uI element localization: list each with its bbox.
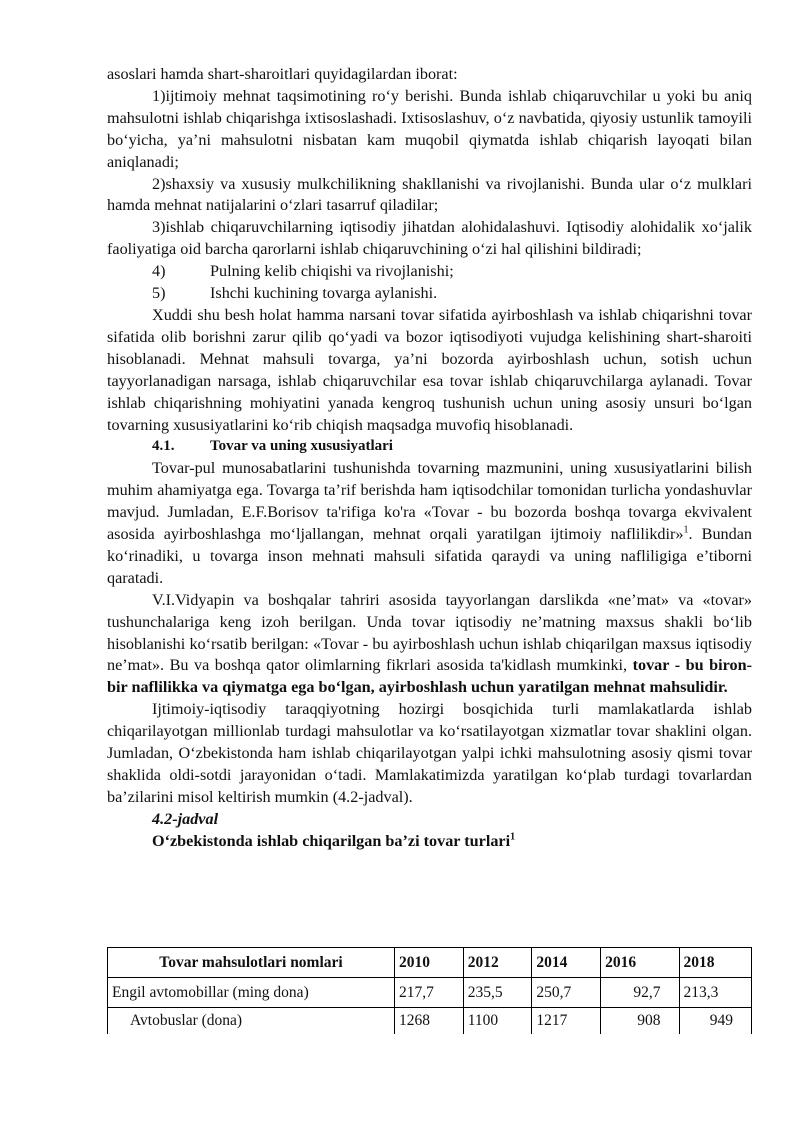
cell-2018: 213,3 bbox=[679, 978, 751, 1008]
list-item-2: 2)shaxsiy va xususiy mulkchilikning shakllanishi va rivojlanishi. Bunda ular o‘z mulklari hamda mehnat natijalarini o‘zlari tasarruf qiladilar; bbox=[107, 174, 752, 215]
table-label: 4.2-jadval bbox=[152, 809, 219, 828]
list-item-4 bbox=[107, 261, 752, 283]
list-number-5: 5) bbox=[152, 284, 166, 303]
header-2014: 2014 bbox=[532, 948, 601, 978]
cell-2016: 908 bbox=[601, 1008, 679, 1035]
list-item-3: 3)ishlab chiqaruvchilarning iqtisodiy jihatdan alohidalashuvi. Iqtisodiy alohidalik xo‘jalik faoliyatiga oid barcha qarorlarni ishlab chiqaruvchining o‘zi hal qilishini bildiradi; bbox=[107, 218, 752, 259]
paragraph-ijtimoiy: Ijtimoiy-iqtisodiy taraqqiyotning hozirgi bosqichida turli mamlakatlarda ishlab chiqarilayotgan millionlab turdagi mahsulotlar va ko‘rsatilayotgan xizmatlar tovar shaklini olgan. Jumladan, O‘zbekistonda ham ishlab chiqarilayotgan yalpi ichki mahsulotning asosiy qismi tovar shaklida oldi-sotdi jarayonidan o‘tadi. Mamlakatimizda yaratilgan ko‘plab turdagi tovarlardan ba’zilarini misol keltirish mumkin (4.2-jadval). bbox=[107, 700, 752, 806]
cell-goods-name: Engil avtomobillar (ming dona) bbox=[108, 978, 395, 1008]
cell-2010: 217,7 bbox=[395, 978, 464, 1008]
header-goods-name: Tovar mahsulotlari nomlari bbox=[108, 948, 395, 978]
paragraph-xuddi: Xuddi shu besh holat hamma narsani tovar sifatida ayirboshlash va ishlab chiqarishni tovar sifatida olib borishni zarur qilib qo‘yadi va bozor iqtisodiyoti vujudga kelishining shart-sharoiti hisoblanadi. Mehnat mahsuli tovarga, ya’ni bozorda ayirboshlash uchun, sotish uchun tayyorlanadigan narsaga, ishlab chiqaruvchilar esa tovar ishlab chiqaruvchilarga aylanadi. Tovar ishlab chiqarishning mohiyatini yanada kengroq tushunish uchun uning asosiy unsuri bo‘lgan tovarning xususiyatlarini ko‘rib chiqish maqsadga muvofiq hisoblanadi. bbox=[107, 305, 752, 434]
list-item-1: 1)ijtimoiy mehnat taqsimotining ro‘y berishi. Bunda ishlab chiqaruvchilar u yoki bu aniq mahsulotni ishlab chiqarishga ixtisoslashadi. Ixtisoslashuv, o‘z navbatida, qiyosiy ustunlik tamoyili bo‘yicha, ya’ni mahsulotni nisbatan kam muqobil qiymatda ishlab chiqarish layoqati bilan aniqlanadi; bbox=[107, 86, 752, 171]
cell-2014: 1217 bbox=[532, 1008, 601, 1035]
document-body bbox=[107, 64, 752, 853]
table-title bbox=[107, 831, 752, 853]
table-title-text: O‘zbekistonda ishlab chiqarilgan ba’zi tovar turlari bbox=[152, 831, 511, 850]
cell-2012: 1100 bbox=[463, 1008, 532, 1035]
paragraph-tovar-pul bbox=[107, 458, 752, 589]
cell-2014: 250,7 bbox=[532, 978, 601, 1008]
list-item-5 bbox=[107, 283, 752, 305]
goods-table bbox=[107, 947, 752, 1034]
table-row bbox=[108, 1008, 752, 1035]
header-2010: 2010 bbox=[395, 948, 464, 978]
paragraph-vidyapin-text: V.I.Vidyapin va boshqalar tahriri asosida tayyorlangan darslikda «ne’mat» va «tovar» tushunchalariga keng izoh berilgan. Unda tovar iqtisodiy ne’matning maxsus shakli bo‘lib hisoblanishi ko‘rsatib berilgan: «Tovar - bu ayirboshlash uchun ishlab chiqarilgan maxsus iqtisodiy ne’mat». Bu va boshqa qator olimlarning fikrlari asosida ta'kidlash mumkinki, bbox=[107, 590, 752, 675]
list-number-4: 4) bbox=[152, 262, 166, 281]
paragraph-vidyapin bbox=[107, 590, 752, 700]
footnote-ref[interactable]: 1 bbox=[683, 524, 689, 536]
intro-line: asoslari hamda shart-sharoitlari quyidagilardan iborat: bbox=[107, 65, 458, 83]
cell-2016: 92,7 bbox=[601, 978, 679, 1008]
header-2012: 2012 bbox=[463, 948, 532, 978]
paragraph-tovar-pul-text: Tovar-pul munosabatlarini tushunishda tovarning mazmunini, uning xususiyatlarini bilish muhim ahamiyatga ega. Tovarga ta’rif berishda ham iqtisodchilar tomonidan turlicha yondashuvlar mavjud. Jumladan, E.F.Borisov ta'rifiga ko'ra «Tovar - bu bozorda boshqa tovarga ekvivalent asosida ayirboshlashga mo‘ljallangan, mehnat orqali yaratilgan ijtimoiy naflilikdir» bbox=[107, 459, 752, 544]
cell-2012: 235,5 bbox=[463, 978, 532, 1008]
paragraph-tovar-pul-end: . Bundan ko‘rinadiki, u tovarga inson mehnati mahsuli sifatida qaraydi va uning nafliligiga e’tiborni qaratadi. bbox=[107, 525, 753, 587]
table-footnote-ref[interactable]: 1 bbox=[510, 831, 516, 843]
section-number: 4.1. bbox=[152, 438, 175, 455]
header-2016: 2016 bbox=[601, 948, 679, 978]
section-heading bbox=[107, 436, 752, 458]
table-row bbox=[108, 978, 752, 1008]
section-title: Tovar va uning xususiyatlari bbox=[210, 438, 393, 455]
table-header-row bbox=[108, 948, 752, 978]
definition-bold: tovar - bu biron-bir naflilikka va qiymatga ega bo‘lgan, ayirboshlash uchun yaratilgan mehnat mahsulidir. bbox=[107, 656, 752, 697]
cell-goods-name: Avtobuslar (dona) bbox=[108, 1008, 395, 1035]
cell-2010: 1268 bbox=[395, 1008, 464, 1035]
cell-2018: 949 bbox=[679, 1008, 751, 1035]
header-2018: 2018 bbox=[679, 948, 751, 978]
list-text-4: Pulning kelib chiqishi va rivojlanishi; bbox=[210, 262, 454, 281]
list-text-5: Ishchi kuchining tovarga aylanishi. bbox=[210, 284, 438, 303]
